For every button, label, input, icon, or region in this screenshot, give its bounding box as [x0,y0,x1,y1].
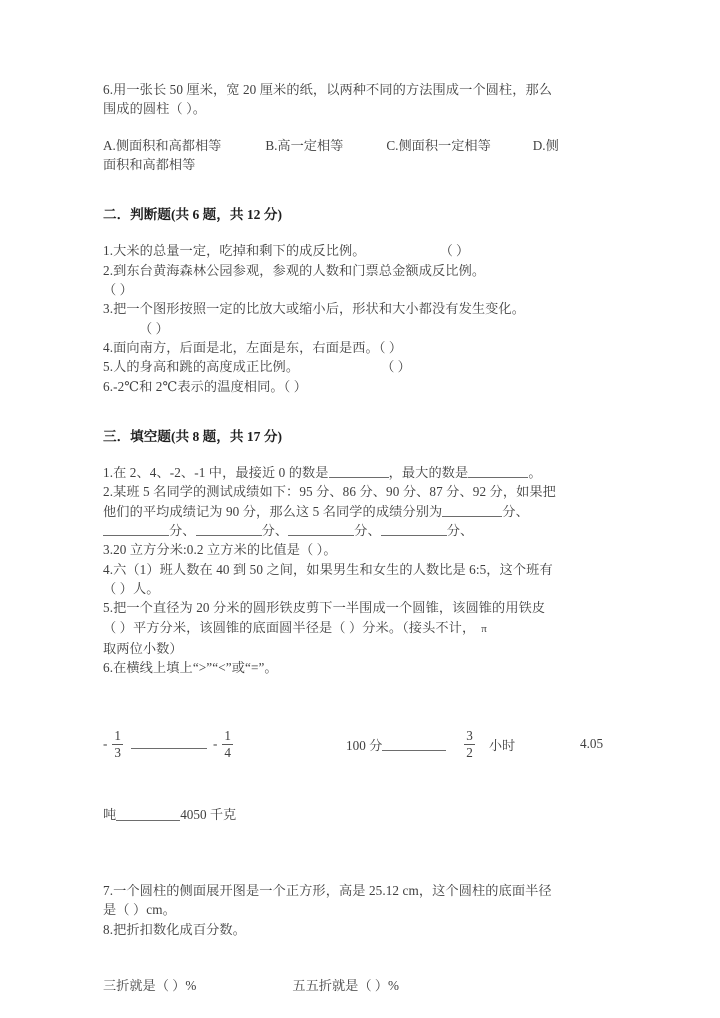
fill-item-4-line-1: 4.六（1）班人数在 40 到 50 之间，如果男生和女生的人数比是 6:5，这个班有 [103,561,553,577]
spacer [103,939,627,963]
fill-item-2-blank-1[interactable] [442,505,502,517]
option-d-continuation: 面积和高都相等 [103,156,196,172]
judge-item-1-answer-box[interactable]: （ ） [439,243,470,259]
spacer [103,767,627,791]
fill-item-2-blank-5[interactable] [381,524,447,536]
fill-item-6-ton-row [103,805,627,824]
fill-item-3: 3.20 立方分米:0.2 立方米的比值是（ ）。 [103,542,337,558]
fill-item-1-post: 。 [528,465,542,481]
numerator: 1 [224,728,231,744]
ton-value-label: 4050 千克 [180,806,237,822]
option-a[interactable]: A.侧面积和高都相等 [103,137,222,153]
fill-item-7-line-2[interactable]: 是（ ）cm。 [103,902,176,918]
option-d[interactable]: D.侧 [532,137,559,153]
hundred-fen-label: 100 分 [346,737,383,753]
fraction-one-third [112,729,123,759]
fill-item-2-blank-2[interactable] [103,524,169,536]
discount-30-percent[interactable]: 三折就是（ ）% [103,978,197,994]
fill-item-1 [103,463,627,482]
judge-item-5-text: 5.人的身高和跳的高度成正比例。 [103,359,300,375]
comparison-blank-2[interactable] [382,738,446,750]
hour-unit-label: 小时 [488,737,516,753]
spacer [103,224,627,241]
question-6-line-1: 6.用一张长 50 厘米，宽 20 厘米的纸，以两种不同的方法围成一个圆柱，那么 [103,82,553,97]
comparison-blank-1[interactable] [131,748,207,749]
spacer [103,119,627,136]
numerator: 1 [114,728,121,744]
judge-item-2: 2.到东台黄海森林公园参观，参观的人数和门票总金额成反比例。 [103,262,486,278]
judge-item-1 [103,241,627,260]
section-2-heading: 二．判断题(共 6 题，共 12 分) [103,207,282,223]
fill-item-5-line-1: 5.把一个直径为 20 分米的圆形铁皮剪下一半围成一个圆锥，该圆锥的用铁皮 [103,600,546,616]
judge-item-4: 4.面向南方，后面是北，左面是东，右面是西。（ ） [103,339,403,355]
minus-sign-1: - [103,736,108,752]
numerator: 3 [466,728,473,744]
fill-item-1-blank-2[interactable] [468,466,528,478]
judge-item-1-text: 1.大米的总量一定，吃掉和剩下的成反比例。 [103,243,366,259]
denominator: 3 [114,744,121,760]
fill-item-2-line-2-text: 他们的平均成绩记为 90 分，那么这 5 名同学的成绩分别为 [103,503,443,519]
fill-item-1-mid: ，最大的数是 [388,465,469,481]
comparison-right-group [580,721,603,767]
denominator: 2 [466,744,473,760]
judge-item-2-answer-box[interactable]: （ ） [103,282,133,298]
question-6-line-2: 围成的圆柱（ ）。 [103,101,207,117]
judge-item-5 [103,357,627,376]
question-6-options [103,136,627,155]
option-b[interactable]: B.高一定相等 [265,137,344,153]
fill-item-2-unit-4: 分、 [354,523,381,539]
judge-item-6: 6.-2℃和 2℃表示的温度相同。（ ） [103,378,308,394]
comparison-blank-3[interactable] [116,808,180,820]
fill-item-2-line-3 [103,521,627,540]
fill-item-5-line-2-text: （ ）平方分米，该圆锥的底面圆半径是（ ）分米。（接头不计， [103,619,476,635]
fill-item-2-unit-3: 分、 [261,523,289,539]
fill-item-4-line-2[interactable]: （ ）人。 [103,580,160,596]
fill-item-8-answers [103,976,627,995]
judge-item-3: 3.把一个图形按照一定的比放大或缩小后，形状和大小都没有发生变化。 [103,301,525,317]
fill-item-2-unit-5: 分、 [446,523,474,539]
fraction-three-halves [464,729,475,759]
fill-item-2-unit-2: 分、 [169,523,196,539]
section-3-heading: 三．填空题(共 8 题，共 17 分) [103,428,282,444]
spacer [103,174,627,205]
comparison-left-group [103,721,235,767]
fill-item-5-line-2 [103,618,627,639]
fill-item-2-blank-3[interactable] [196,524,262,536]
exam-content [103,80,627,1009]
fill-item-7-line-1: 7.一个圆柱的侧面展开图是一个正方形，高是 25.12 cm，这个圆柱的底面半径 [103,883,552,899]
denominator: 4 [224,744,231,760]
option-c[interactable]: C.侧面积一定相等 [386,137,491,153]
fill-item-2-unit-1: 分、 [502,503,529,519]
judge-item-5-answer-box[interactable]: （ ） [381,359,411,375]
fraction-one-fourth [222,729,233,759]
fill-item-2-blank-4[interactable] [288,524,354,536]
minus-sign-2: - [213,736,218,752]
fill-item-2-line-1: 2.某班 5 名同学的测试成绩如下：95 分、86 分、90 分、87 分、92 分，如果把 [103,484,556,500]
pi-symbol: π [481,622,487,635]
fill-item-1-blank-1[interactable] [329,466,389,478]
comparison-middle-group [346,721,515,767]
decimal-value-4-05: 4.05 [580,736,604,752]
spacer [103,396,627,427]
spacer [103,677,627,721]
spacer [103,446,627,463]
fill-item-6-comparison-row [103,721,627,767]
fill-item-2-line-2 [103,502,627,521]
fill-item-5-line-3: 取两位小数） [103,640,183,656]
discount-55-percent[interactable]: 五五折就是（ ）% [292,978,400,994]
spacer [103,837,627,881]
judge-item-3-answer-box[interactable]: （ ） [139,320,169,336]
fill-item-6-prompt: 6.在横线上填上“>”“<”或“=”。 [103,660,278,676]
ton-unit-label: 吨 [103,806,117,822]
fill-item-8-prompt: 8.把折扣数化成百分数。 [103,921,246,937]
fill-item-1-pre: 1.在 2、4、-2、-1 中，最接近 0 的数是 [103,465,329,481]
